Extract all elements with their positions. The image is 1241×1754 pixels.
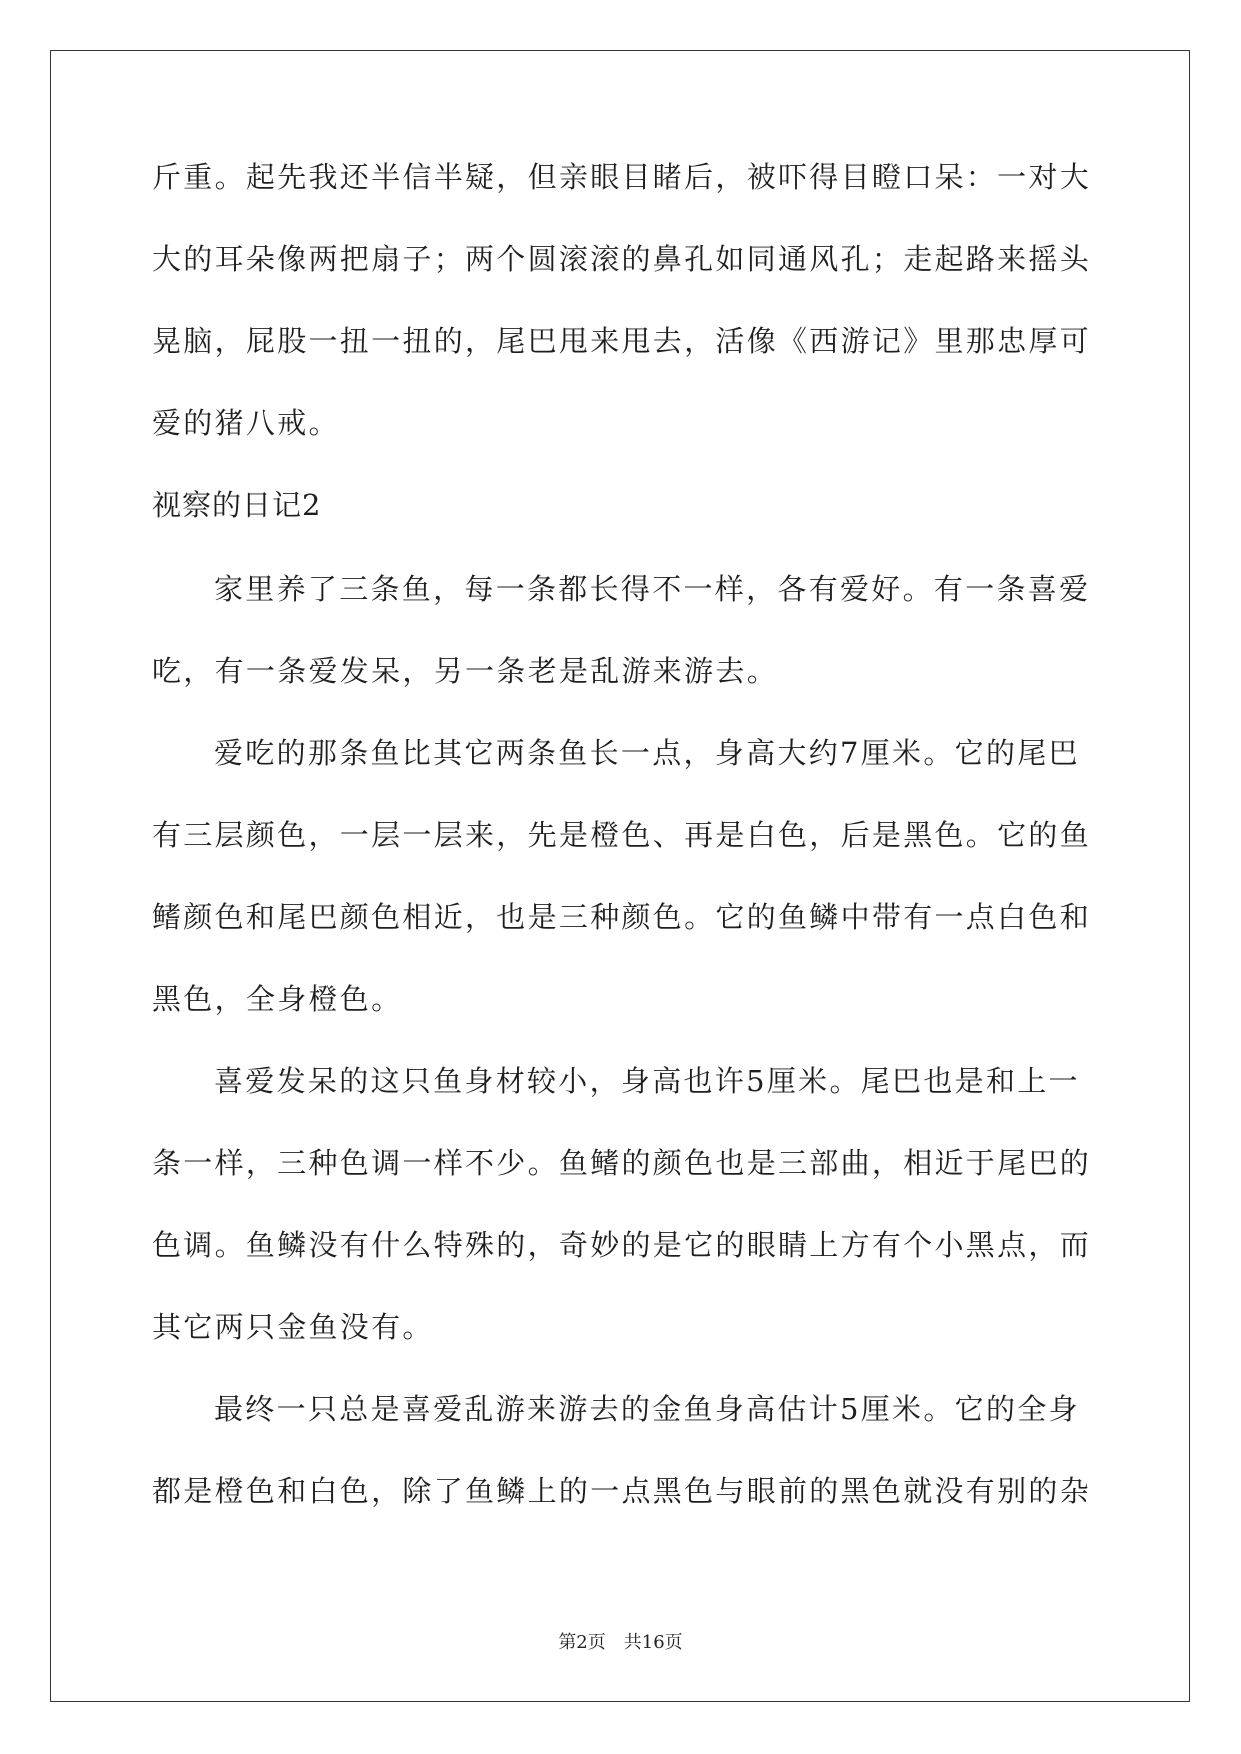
document-body [152, 162, 1092, 1558]
paragraph-start: 家里养了三条鱼，每一条都长得不一样，各有爱好。有一条喜爱 [214, 572, 1091, 606]
section-heading: 视察的日记2 [152, 488, 322, 522]
text-line: 鳍颜色和尾巴颜色相近，也是三种颜色。它的鱼鳞中带有一点白色和 [152, 900, 1092, 934]
text-line: 都是橙色和白色，除了鱼鳞上的一点黑色与眼前的黑色就没有别的杂 [152, 1474, 1092, 1508]
text-line: 条一样，三种色调一样不少。鱼鳍的颜色也是三部曲，相近于尾巴的 [152, 1146, 1092, 1180]
paragraph-start: 最终一只总是喜爱乱游来游去的金鱼身高估计5厘米。它的全身 [214, 1392, 1080, 1426]
paragraph-start: 爱吃的那条鱼比其它两条鱼长一点，身高大约7厘米。它的尾巴 [214, 736, 1080, 770]
page-footer [0, 1628, 1241, 1654]
text-line: 爱的猪八戒。 [152, 406, 340, 440]
text-line: 色调。鱼鳞没有什么特殊的，奇妙的是它的眼睛上方有个小黑点，而 [152, 1228, 1092, 1262]
text-line: 晃脑，屁股一扭一扭的，尾巴甩来甩去，活像《西游记》里那忠厚可 [152, 324, 1092, 358]
page-number: 第2页 [558, 1632, 606, 1653]
paragraph-start: 喜爱发呆的这只鱼身材较小，身高也许5厘米。尾巴也是和上一 [214, 1064, 1080, 1098]
text-line: 有三层颜色，一层一层来，先是橙色、再是白色，后是黑色。它的鱼 [152, 818, 1092, 852]
text-line: 吃，有一条爱发呆，另一条老是乱游来游去。 [152, 654, 779, 688]
text-line: 大的耳朵像两把扇子；两个圆滚滚的鼻孔如同通风孔；走起路来摇头 [152, 242, 1092, 276]
text-line: 其它两只金鱼没有。 [152, 1310, 434, 1344]
text-line: 黑色，全身橙色。 [152, 982, 403, 1016]
page-total: 共16页 [623, 1632, 683, 1653]
text-line: 斤重。起先我还半信半疑，但亲眼目睹后，被吓得目瞪口呆：一对大 [152, 160, 1092, 194]
